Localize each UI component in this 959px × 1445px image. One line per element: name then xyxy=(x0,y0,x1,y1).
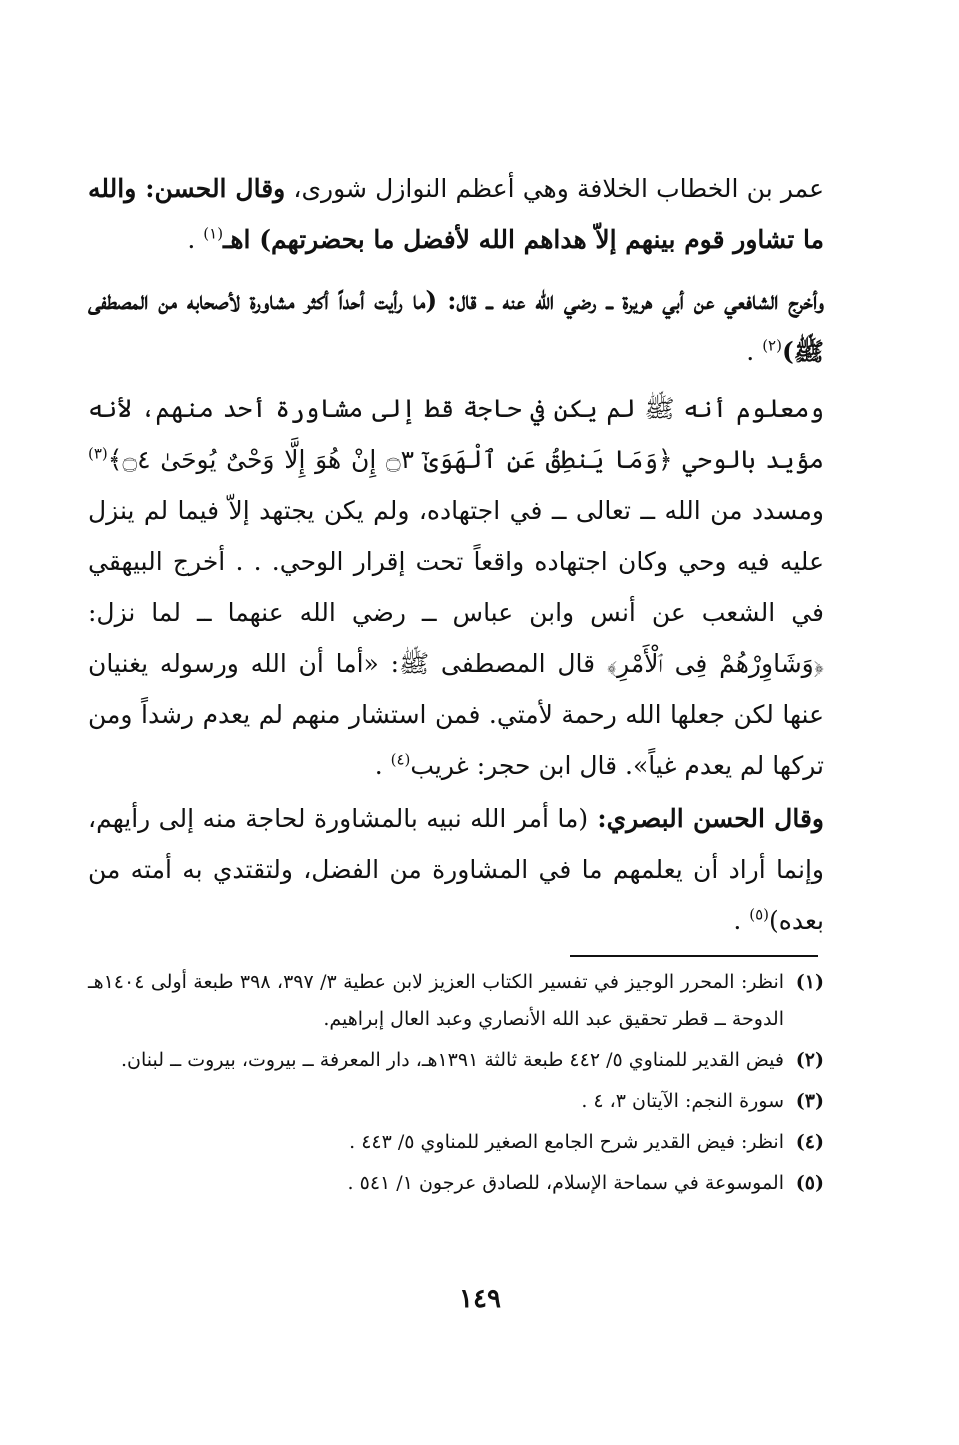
paragraph-3 xyxy=(88,383,824,791)
paragraph-1-end: . xyxy=(187,225,204,254)
paragraph-1 xyxy=(88,163,824,265)
footnote-item xyxy=(88,964,824,1038)
paragraph-4 xyxy=(88,793,824,946)
page-number: ١٤٩ xyxy=(459,1284,501,1314)
footnote-separator xyxy=(570,955,818,957)
footnote-ref-1: (١) xyxy=(203,224,224,243)
footnote-number: (٣) xyxy=(795,1090,824,1112)
footnote-number: (٥) xyxy=(795,1172,824,1194)
paragraph-3-end: . xyxy=(374,751,391,780)
paragraph-3-text-a: ومعلوم أنه ﷺ لم يكن في حاجة قط إلى مشاورة أحد منهم، لأنه مؤيد بالوحي ﴿وَمَا يَنطِقُ عَنِ ٱلْهَوَىٰٓ ۝٣ إِنْ هُوَ إِلَّا وَحْىٌ يُوحَىٰ ۝٤﴾ xyxy=(88,394,824,474)
paragraph-4-end: . xyxy=(733,906,750,935)
footnote-number: (٢) xyxy=(795,1049,824,1071)
footnote-ref-2: (٢) xyxy=(762,336,782,355)
footnote-ref-5: (٥) xyxy=(749,905,769,924)
footnote-text: فيض القدير للمناوي ٥/ ٤٤٢ طبعة ثالثة ١٣٩١هـ، دار المعرفة ــ بيروت، بيروت ــ لبنان. xyxy=(121,1049,784,1071)
footnote-item xyxy=(88,1165,824,1202)
footnote-text: انظر: المحرر الوجيز في تفسير الكتاب العزيز لابن عطية ٣/ ٣٩٧، ٣٩٨ طبعة أولى ١٤٠٤هـ الدوحة ــ قطر تحقيق عبد الله الأنصاري وعبد العال إبراهيم. xyxy=(88,971,785,1030)
paragraph-2-end: . xyxy=(746,337,763,366)
footnote-text: الموسوعة في سماحة الإسلام، للصادق عرجون ١/ ٥٤١ . xyxy=(347,1172,784,1194)
footnote-item xyxy=(88,1124,824,1161)
paragraph-1-text-a: عمر بن الخطاب الخلافة وهي أعظم النوازل شورى، xyxy=(285,174,824,203)
footnote-item xyxy=(88,1083,824,1120)
paragraph-1-quote: وقال الحسن: والله ما تشاور قوم بينهم إلاّ هداهم الله لأفضل ما بحضرتهم) اهـ xyxy=(88,174,824,254)
footnote-ref-3: (٣) xyxy=(88,444,108,463)
paragraph-2-text: وأخرج الشافعي عن أبي هريرة ــ رضي الله عنه ــ قال: (ما رأيت أحداً أكثر مشاورة لأصحابه من المصطفى ﷺ) xyxy=(88,286,824,366)
paragraph-2 xyxy=(88,275,824,377)
footnote-ref-4: (٤) xyxy=(390,750,411,769)
paragraph-4-speaker: وقال الحسن البصري: xyxy=(588,804,824,833)
paragraph-4-quote: (ما أمر الله نبيه بالمشاورة لحاجة منه إلى رأيهم، وإنما أراد أن يعلمهم ما في المشاورة من الفضل، ولتقتدي به أمته من بعده) xyxy=(88,804,824,935)
footnote-number: (٤) xyxy=(795,1131,824,1153)
footnotes-list xyxy=(88,964,824,1206)
footnote-text: سورة النجم: الآيتان ٣، ٤ . xyxy=(581,1090,784,1112)
footnote-item xyxy=(88,1042,824,1079)
footnote-number: (١) xyxy=(795,971,824,993)
footnote-text: انظر: فيض القدير شرح الجامع الصغير للمناوي ٥/ ٤٤٣ . xyxy=(349,1131,784,1153)
paragraph-3-text-b: ومسدد من الله ــ تعالى ــ في اجتهاده، ولم يكن يجتهد إلاّ فيما لم ينزل عليه فيه وحي وكان اجتهاده واقعاً تحت إقرار الوحي. . . أخرج البيهقي في الشعب عن أنس وابن عباس ــ رضي الله عنهما ــ لما نزل: ﴿وَشَاوِرْهُمْ فِى ٱلْأَمْرِ﴾ قال المصطفى ﷺ: «أما أن الله ورسوله يغنيان عنها لكن جعلها الله رحمة لأمتي. فمن استشار منهم لم يعدم رشداً ومن تركها لم يعدم غياً». قال ابن حجر: غريب xyxy=(88,496,824,780)
